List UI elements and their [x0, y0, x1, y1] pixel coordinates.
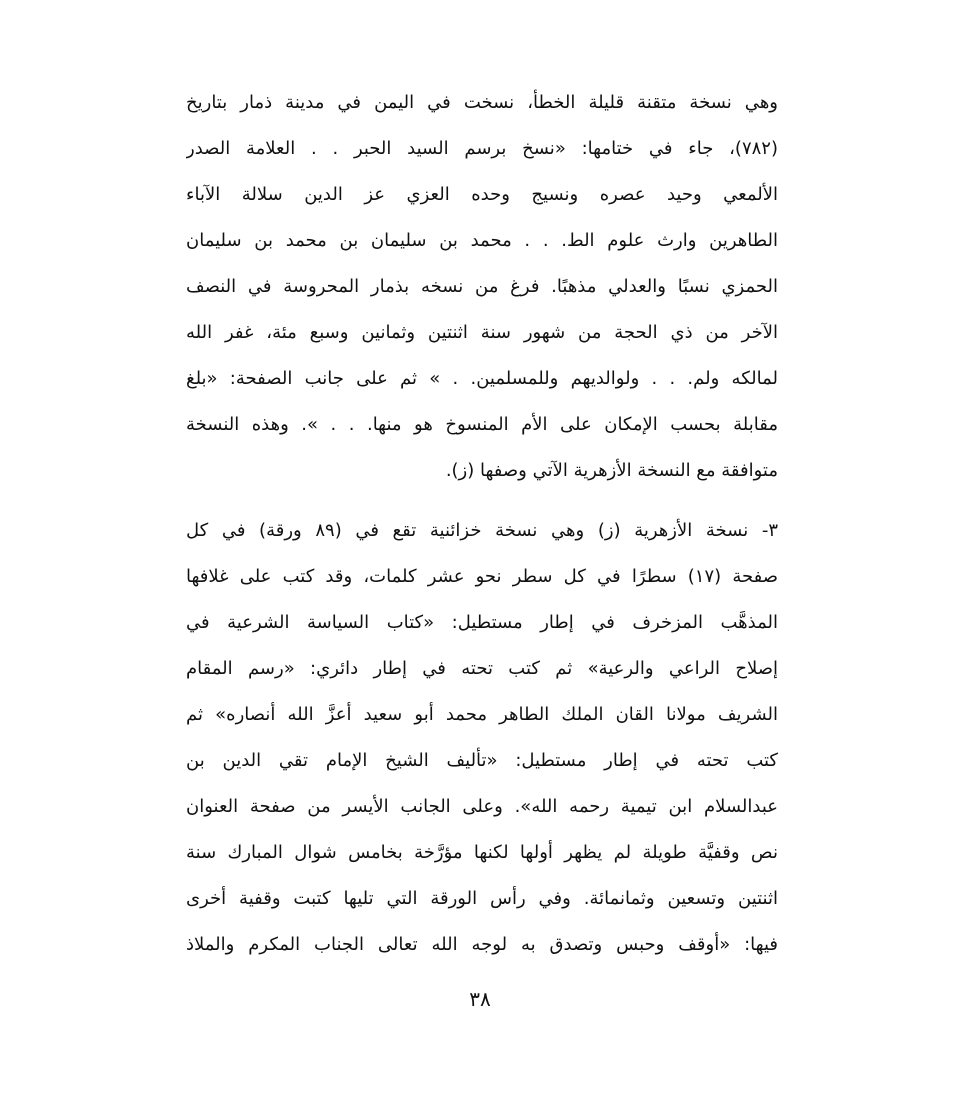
text-line: كتب تحته في إطار مستطيل: «تأليف الشيخ الإمام تقي الدين بن: [186, 750, 778, 771]
page-number: ٣٨: [469, 987, 491, 1011]
text-line: إصلاح الراعي والرعية» ثم كتب تحته في إطار دائري: «رسم المقام: [186, 658, 778, 679]
text-line: مقابلة بحسب الإمكان على الأم المنسوخ هو منها. . . ». وهذه النسخة: [186, 414, 778, 435]
text-line: الآخر من ذي الحجة من شهور سنة اثنتين وثمانين وسبع مئة، غفر الله: [186, 322, 778, 343]
text-line: وهي نسخة متقنة قليلة الخطأ، نسخت في اليمن في مدينة ذمار بتاريخ: [186, 92, 778, 113]
text-line: الشريف مولانا القان الملك الطاهر محمد أبو سعيد أعزَّ الله أنصاره» ثم: [186, 704, 778, 725]
text-line: لمالكه ولم. . . ولوالديهم وللمسلمين. . » ثم على جانب الصفحة: «بلغ: [186, 368, 778, 389]
text-line: الألمعي وحيد عصره ونسيج وحده العزي عز الدين سلالة الآباء: [186, 184, 778, 205]
text-line: اثنتين وتسعين وثمانمائة. وفي رأس الورقة التي تليها كتبت وقفية أخرى: [186, 888, 778, 909]
text-line: متوافقة مع النسخة الأزهرية الآتي وصفها (ز).: [445, 460, 778, 481]
manuscript-description-paragraph: [186, 80, 778, 494]
text-line: المذهَّب المزخرف في إطار مستطيل: «كتاب السياسة الشرعية في: [186, 612, 778, 633]
text-line: صفحة (١٧) سطرًا في كل سطر نحو عشر كلمات، وقد كتب على غلافها: [186, 566, 778, 587]
azhar-manuscript-paragraph: [186, 508, 778, 968]
text-line: الحمزي نسبًا والعدلي مذهبًا. فرغ من نسخه بذمار المحروسة في النصف: [186, 276, 778, 297]
text-line: نص وقفيَّة طويلة لم يظهر أولها لكنها مؤرَّخة بخامس شوال المبارك سنة: [186, 842, 778, 863]
text-line: الطاهرين وارث علوم الط. . . محمد بن سليمان بن محمد بن سليمان: [186, 230, 778, 251]
text-line: فيها: «أوقف وحبس وتصدق به لوجه الله تعالى الجناب المكرم والملاذ: [186, 934, 778, 955]
text-line: (٧٨٢)، جاء في ختامها: «نسخ برسم السيد الحبر . . العلامة الصدر: [186, 138, 778, 159]
text-line: عبدالسلام ابن تيمية رحمه الله». وعلى الجانب الأيسر من صفحة العنوان: [186, 796, 778, 817]
text-line: ٣- نسخة الأزهرية (ز) وهي نسخة خزائنية تقع في (٨٩ ورقة) في كل: [186, 520, 778, 541]
